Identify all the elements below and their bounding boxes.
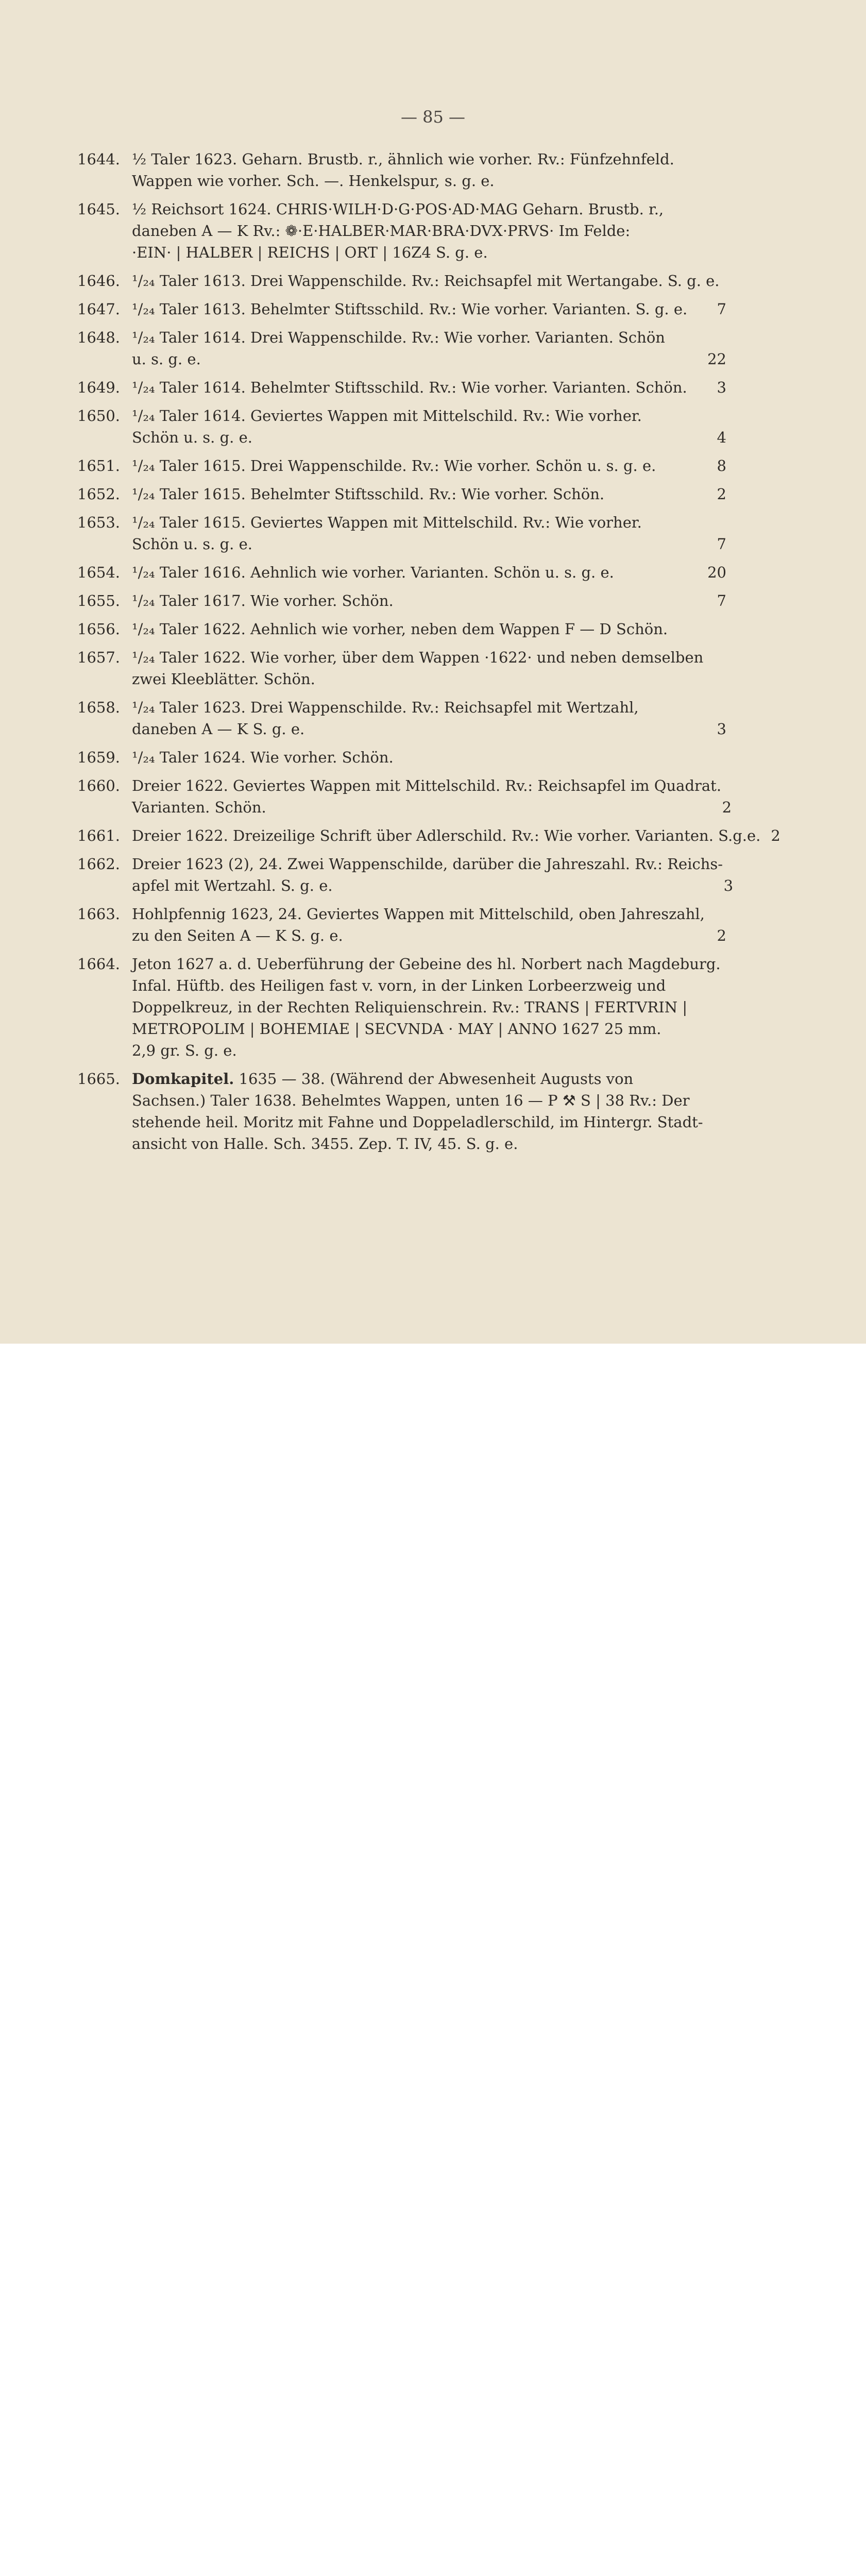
entry-line: [132, 853, 733, 875]
entry-line: [132, 1018, 731, 1040]
entry-line: [132, 1090, 726, 1111]
catalog-entry: [77, 512, 726, 555]
entry-description: [132, 148, 726, 192]
entry-number: 1645.: [77, 200, 121, 218]
catalog-entry: [77, 853, 734, 896]
entry-line-text: METROPOLIM | BOHEMIAE | SECVNDA · MAY | ANNO 1627 25 mm.: [132, 1020, 661, 1038]
catalog-entry: [77, 903, 726, 946]
entry-number: 1651.: [77, 457, 121, 474]
entry-number: 1656.: [77, 620, 121, 638]
entry-line-text: ¹/₂₄ Taler 1615. Drei Wappenschilde. Rv.: Wie vorher. Schön u. s. g. e.: [132, 457, 656, 474]
entry-number: 1663.: [77, 905, 121, 923]
entry-description: [132, 853, 733, 896]
entry-line-text: Infal. Hüftb. des Heiligen fast v. vorn, in der Linken Lorbeerzweig und: [132, 977, 666, 994]
entry-line-text: Dreier 1622. Geviertes Wappen mit Mittelschild. Rv.: Reichsapfel im Quadrat.: [132, 777, 722, 794]
entry-line: [132, 533, 726, 555]
entry-description: [132, 903, 726, 946]
entry-line: [132, 562, 726, 583]
entry-line-text: zwei Kleeblätter. Schön.: [132, 670, 315, 688]
catalog-entry: [77, 298, 726, 320]
entry-number: 1659.: [77, 749, 121, 766]
entry-line: [132, 875, 733, 896]
entry-count: 7: [717, 300, 726, 318]
entry-number: 1655.: [77, 592, 121, 609]
entry-line-text: stehende heil. Moritz mit Fahne und Doppeladlerschild, im Hintergr. Stadt-: [132, 1113, 703, 1131]
entry-count: 4: [717, 429, 726, 446]
entry-line: [132, 298, 726, 320]
entry-line: [132, 697, 726, 718]
entry-line: [132, 270, 730, 292]
entry-line: [132, 1040, 731, 1061]
entry-count: 8: [717, 457, 726, 474]
catalog-entry: [77, 747, 726, 768]
entry-line: [132, 427, 726, 448]
entry-description: [132, 618, 726, 640]
entry-line-text: daneben A — K S. g. e.: [132, 720, 305, 738]
entry-line-text: Dreier 1623 (2), 24. Zwei Wappenschilde, darüber die Jahreszahl. Rv.: Reichs-: [132, 855, 723, 873]
entry-number: 1662.: [77, 855, 121, 873]
entry-line-text: ½ Taler 1623. Geharn. Brustb. r., ähnlich wie vorher. Rv.: Fünfzehnfeld.: [132, 150, 674, 168]
entry-line: [132, 348, 726, 370]
entry-line-text: Jeton 1627 a. d. Ueberführung der Gebeine des hl. Norbert nach Magdeburg.: [132, 955, 721, 973]
entry-number: 1646.: [77, 272, 121, 290]
entry-line: [132, 647, 726, 668]
entry-description: [132, 775, 732, 818]
entry-number: 1660.: [77, 777, 121, 794]
catalog-entry: [77, 455, 726, 477]
catalog-entry: [77, 562, 726, 583]
entry-line: [132, 483, 726, 505]
entry-count: 7: [717, 592, 726, 609]
catalog-entries: [77, 148, 780, 1161]
entry-line-text: ¹/₂₄ Taler 1614. Drei Wappenschilde. Rv.: Wie vorher. Varianten. Schön: [132, 329, 665, 346]
entry-line-text: Schön u. s. g. e.: [132, 429, 252, 446]
entry-line: [132, 718, 726, 740]
entry-line-text: ½ Reichsort 1624. CHRIS·WILH·D·G·POS·AD·MAG Geharn. Brustb. r.,: [132, 200, 664, 218]
entry-line-text: Schön u. s. g. e.: [132, 535, 252, 553]
entry-description: [132, 377, 726, 398]
entry-count: 7: [717, 535, 726, 553]
entry-line: [132, 747, 726, 768]
entry-line: [132, 775, 732, 796]
entry-line-text: ¹/₂₄ Taler 1623. Drei Wappenschilde. Rv.: Reichsapfel mit Wertzahl,: [132, 699, 639, 716]
entry-number: 1648.: [77, 329, 121, 346]
entry-line: [132, 1133, 726, 1155]
entry-line: [132, 148, 726, 170]
entry-line: [132, 220, 726, 242]
entry-number: 1658.: [77, 699, 121, 716]
entry-line-text: 2,9 gr. S. g. e.: [132, 1042, 237, 1059]
entry-number: 1649.: [77, 379, 121, 396]
entry-number: 1647.: [77, 300, 121, 318]
entry-description: [132, 405, 726, 448]
entry-number: 1650.: [77, 407, 121, 425]
entry-description: [132, 647, 726, 690]
catalog-entry: [77, 405, 726, 448]
entry-line-text: ¹/₂₄ Taler 1614. Geviertes Wappen mit Mittelschild. Rv.: Wie vorher.: [132, 407, 642, 425]
entry-line: [132, 996, 731, 1018]
entry-line-text: Sachsen.) Taler 1638. Behelmtes Wappen, unten 16 — P ⚒ S | 38 Rv.: Der: [132, 1092, 690, 1109]
entry-description: [132, 455, 726, 477]
catalog-entry: [77, 647, 726, 690]
entry-count: 3: [717, 379, 726, 396]
entry-line-text: ansicht von Halle. Sch. 3455. Zep. T. IV, 45. S. g. e.: [132, 1135, 518, 1153]
entry-line-text: ¹/₂₄ Taler 1614. Behelmter Stiftsschild. Rv.: Wie vorher. Varianten. Schön.: [132, 379, 687, 396]
entry-line-text: ¹/₂₄ Taler 1617. Wie vorher. Schön.: [132, 592, 394, 609]
entry-count: 2: [722, 799, 732, 816]
entry-line-text: u. s. g. e.: [132, 350, 201, 368]
entry-line: [132, 590, 726, 612]
entry-count: 2: [771, 827, 780, 844]
catalog-entry: [77, 270, 726, 292]
entry-description: [132, 825, 780, 846]
catalog-entry: [77, 618, 726, 640]
page-number: — 85 —: [400, 107, 466, 127]
entry-description: [132, 590, 726, 612]
entry-line-text: daneben A — K Rv.: ❁·E·HALBER·MAR·BRA·DVX·PRVS· Im Felde:: [132, 222, 631, 240]
entry-line-text: [132, 1068, 716, 1090]
entry-line-text: zu den Seiten A — K S. g. e.: [132, 927, 343, 944]
catalog-entry: [77, 953, 726, 1061]
entry-line: [132, 377, 726, 398]
entry-description: [132, 198, 726, 263]
entry-description: [132, 1068, 726, 1155]
entry-description: [132, 483, 726, 505]
entry-number: 1652.: [77, 485, 121, 503]
entry-number: 1654.: [77, 564, 121, 581]
entry-line: [132, 327, 726, 348]
entry-line: [132, 668, 726, 690]
entry-line: [132, 198, 726, 220]
entry-count: 22: [707, 350, 726, 368]
catalog-entry: [77, 483, 726, 505]
entry-line-rest: 1635 — 38. (Während der Abwesenheit Augusts von: [239, 1070, 634, 1088]
catalog-entry: [77, 825, 780, 846]
entry-line-text: ·EIN· | HALBER | REICHS | ORT | 16Z4 S. g. e.: [132, 244, 488, 261]
entry-line: [132, 512, 726, 533]
entry-count: 2: [717, 485, 726, 503]
entry-count: 20: [707, 564, 726, 581]
entry-description: [132, 270, 730, 292]
catalog-entry: [77, 377, 726, 398]
entry-line: [132, 1068, 726, 1090]
entry-line: [132, 242, 726, 263]
entry-number: 1665.: [77, 1070, 121, 1088]
entry-line-text: ¹/₂₄ Taler 1613. Behelmter Stiftsschild. Rv.: Wie vorher. Varianten. S. g. e.: [132, 300, 688, 318]
entry-count: 3: [717, 720, 726, 738]
catalog-entry: [77, 775, 732, 818]
catalog-entry: [77, 327, 726, 370]
entry-lead-heading: Domkapitel.: [132, 1070, 234, 1088]
entry-line-text: ¹/₂₄ Taler 1615. Geviertes Wappen mit Mittelschild. Rv.: Wie vorher.: [132, 514, 642, 531]
entry-line-text: Dreier 1622. Dreizeilige Schrift über Adlerschild. Rv.: Wie vorher. Varianten. S.g.e.: [132, 827, 761, 844]
entry-line: [132, 925, 726, 946]
entry-number: 1664.: [77, 955, 121, 973]
entry-number: 1653.: [77, 514, 121, 531]
entry-description: [132, 562, 726, 583]
entry-line-text: ¹/₂₄ Taler 1622. Aehnlich wie vorher, neben dem Wappen F — D Schön.: [132, 620, 668, 638]
entry-line-text: ¹/₂₄ Taler 1624. Wie vorher. Schön.: [132, 749, 394, 766]
footer-bar: [0, 1344, 866, 1411]
entry-count: 3: [723, 877, 734, 894]
entry-line: [132, 170, 726, 192]
entry-description: [132, 512, 726, 555]
entry-description: [132, 298, 726, 320]
entry-description: [132, 953, 731, 1061]
entry-line-text: Hohlpfennig 1623, 24. Geviertes Wappen mit Mittelschild, oben Jahreszahl,: [132, 905, 705, 923]
entry-line: [132, 975, 731, 996]
entry-line-text: ¹/₂₄ Taler 1613. Drei Wappenschilde. Rv.: Reichsapfel mit Wertangabe. S. g. e.: [132, 272, 720, 290]
entry-line: [132, 796, 732, 818]
catalog-entry: [77, 198, 726, 263]
entry-count: 2: [717, 927, 726, 944]
entry-line-text: ¹/₂₄ Taler 1615. Behelmter Stiftsschild. Rv.: Wie vorher. Schön.: [132, 485, 605, 503]
catalog-entry: [77, 697, 726, 740]
entry-line: [132, 825, 780, 846]
catalog-entry: [77, 590, 726, 612]
entry-line-text: ¹/₂₄ Taler 1622. Wie vorher, über dem Wappen ·1622· und neben demselben: [132, 649, 704, 666]
entry-line-text: Varianten. Schön.: [132, 799, 266, 816]
entry-number: 1657.: [77, 649, 121, 666]
entry-line-text: apfel mit Wertzahl. S. g. e.: [132, 877, 333, 894]
entry-number: 1644.: [77, 150, 121, 168]
entry-description: [132, 697, 726, 740]
catalog-entry: [77, 148, 726, 192]
entry-line: [132, 405, 726, 427]
catalog-entry: [77, 1068, 726, 1155]
entry-line: [132, 953, 731, 975]
entry-number: 1661.: [77, 827, 121, 844]
entry-line: [132, 903, 726, 925]
entry-description: [132, 327, 726, 370]
entry-line-text: ¹/₂₄ Taler 1616. Aehnlich wie vorher. Varianten. Schön u. s. g. e.: [132, 564, 614, 581]
entry-line: [132, 618, 726, 640]
entry-description: [132, 747, 726, 768]
entry-line: [132, 455, 726, 477]
entry-line: [132, 1111, 726, 1133]
entry-line-text: Wappen wie vorher. Sch. —. Henkelspur, s. g. e.: [132, 172, 495, 190]
entry-line-text: Doppelkreuz, in der Rechten Reliquienschrein. Rv.: TRANS | FERTVRIN |: [132, 998, 688, 1016]
